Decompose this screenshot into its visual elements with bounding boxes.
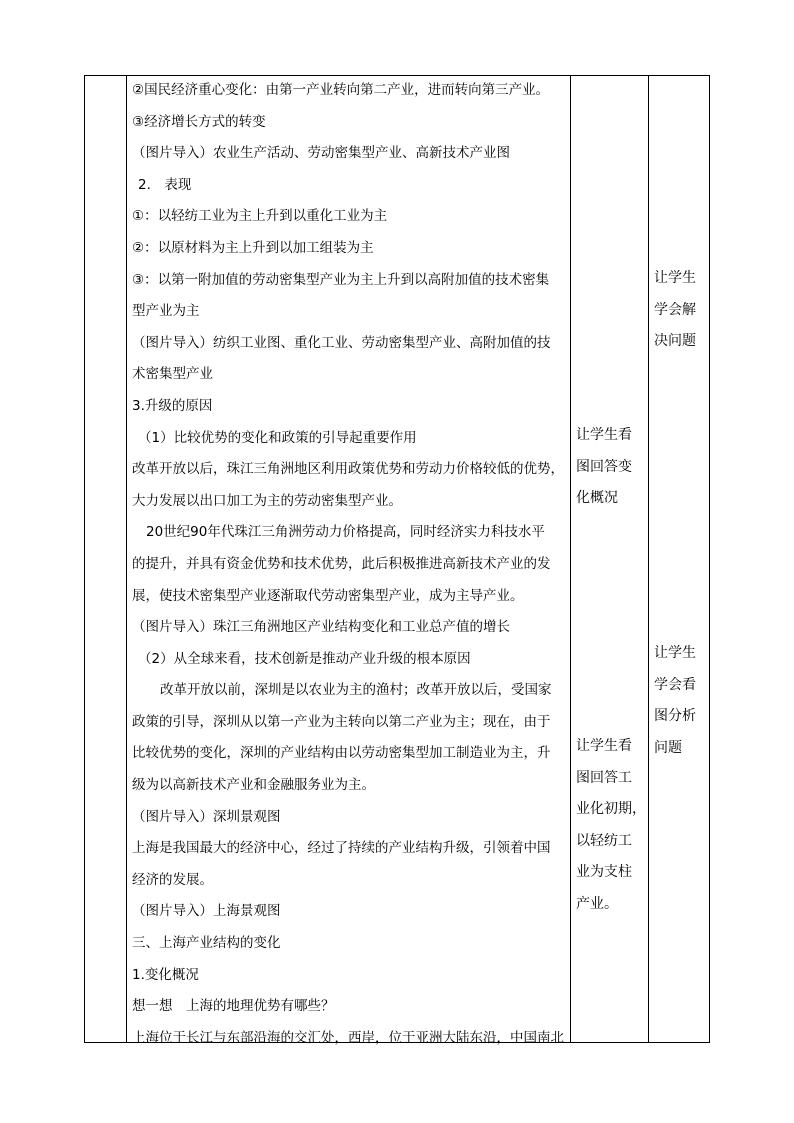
- main-content-column: [132, 75, 568, 1054]
- content-line: （图片导入）深圳景观图: [132, 808, 281, 825]
- activity-line: 让学生看: [576, 738, 632, 754]
- content-line: 经济的发展。: [132, 871, 213, 888]
- table-divider-3: [648, 75, 649, 1043]
- content-line: 三、上海产业结构的变化: [132, 935, 281, 952]
- content-line: 的提升，并具有资金优势和技术优势，此后积极推进高新技术产业的发: [132, 555, 551, 572]
- activity-line: 业化初期，: [576, 801, 646, 818]
- intent-line: 问题: [654, 739, 682, 756]
- content-line: 大力发展以出口加工为主的劳动密集型产业。: [132, 492, 402, 509]
- content-line: 级为以高新技术产业和金融服务业为主。: [132, 777, 375, 794]
- student-activity-block-1: [576, 420, 646, 515]
- activity-line: 以轻纺工: [576, 832, 632, 849]
- content-line: 上海位于长江与东部沿海的交汇处，西岸，位于亚洲大陆东沿，中国南北: [132, 1029, 564, 1046]
- intent-line: 决问题: [654, 333, 696, 350]
- intent-line: 让学生: [654, 270, 696, 286]
- content-line: 2. 表现: [138, 176, 192, 193]
- intent-line: 图分析: [654, 708, 696, 725]
- content-line: （图片导入）农业生产活动、劳动密集型产业、高新技术产业图: [132, 145, 510, 162]
- content-line: 改革开放以后，珠江三角洲地区利用政策优势和劳动力价格较低的优势，: [132, 461, 564, 478]
- content-line: 上海是我国最大的经济中心，经过了持续的产业结构升级，引领着中国: [132, 840, 551, 857]
- content-line: 想一想 上海的地理优势有哪些？: [132, 998, 335, 1015]
- content-line: 3.升级的原因: [132, 397, 213, 414]
- table-divider-2: [570, 75, 571, 1043]
- activity-line: 化概况: [576, 490, 618, 507]
- content-line: 术密集型产业: [132, 366, 213, 383]
- activity-line: 产业。: [576, 895, 618, 912]
- content-line: （1）比较优势的变化和政策的引导起重要作用: [138, 429, 417, 446]
- intent-line: 让学生: [654, 645, 696, 661]
- intent-line: 学会解: [654, 301, 696, 318]
- table-border-right: [709, 75, 710, 1043]
- content-line: 展，使技术密集型产业逐渐取代劳动密集型产业，成为主导产业。: [132, 587, 524, 604]
- activity-line: 图回答变: [576, 458, 632, 475]
- activity-line: 业为支柱: [576, 864, 632, 881]
- intent-line: 学会看: [654, 676, 696, 693]
- table-divider-1: [126, 75, 127, 1043]
- content-line: （2）从全球来看，技术创新是推动产业升级的根本原因: [138, 650, 471, 667]
- design-intent-block-1: [654, 263, 708, 358]
- content-line: 改革开放以前，深圳是以农业为主的渔村；改革开放以后，受国家: [160, 682, 552, 699]
- content-line: ②国民经济重心变化：由第一产业转向第二产业，进而转向第三产业。: [132, 82, 550, 98]
- content-line: （图片导入）珠江三角洲地区产业结构变化和工业总产值的增长: [132, 619, 510, 636]
- activity-line: 让学生看: [576, 427, 632, 443]
- content-line: 比较优势的变化，深圳的产业结构由以劳动密集型加工制造业为主，升: [132, 745, 551, 762]
- content-line: 政策的引导，深圳从以第一产业为主转向以第二产业为主；现在，由于: [132, 713, 551, 730]
- content-line: （图片导入）纺织工业图、重化工业、劳动密集型产业、高附加值的技: [132, 334, 551, 351]
- content-line: ②：以原材料为主上升到以加工组装为主: [132, 239, 374, 256]
- content-line: ③：以第一附加值的劳动密集型产业为主上升到以高附加值的技术密集: [132, 271, 550, 288]
- design-intent-block-2: [654, 638, 708, 764]
- content-line: 1.变化概况: [132, 966, 199, 983]
- content-line: 型产业为主: [132, 303, 200, 320]
- content-line: ①：以轻纺工业为主上升到以重化工业为主: [132, 208, 388, 225]
- content-line: 20世纪90年代珠江三角洲劳动力价格提高，同时经济实力科技水平: [146, 524, 545, 541]
- activity-line: 图回答工: [576, 769, 632, 786]
- content-line: （图片导入）上海景观图: [132, 903, 281, 920]
- table-border-left: [84, 75, 85, 1043]
- content-line: ③经济增长方式的转变: [132, 113, 266, 130]
- student-activity-block-2: [576, 731, 646, 921]
